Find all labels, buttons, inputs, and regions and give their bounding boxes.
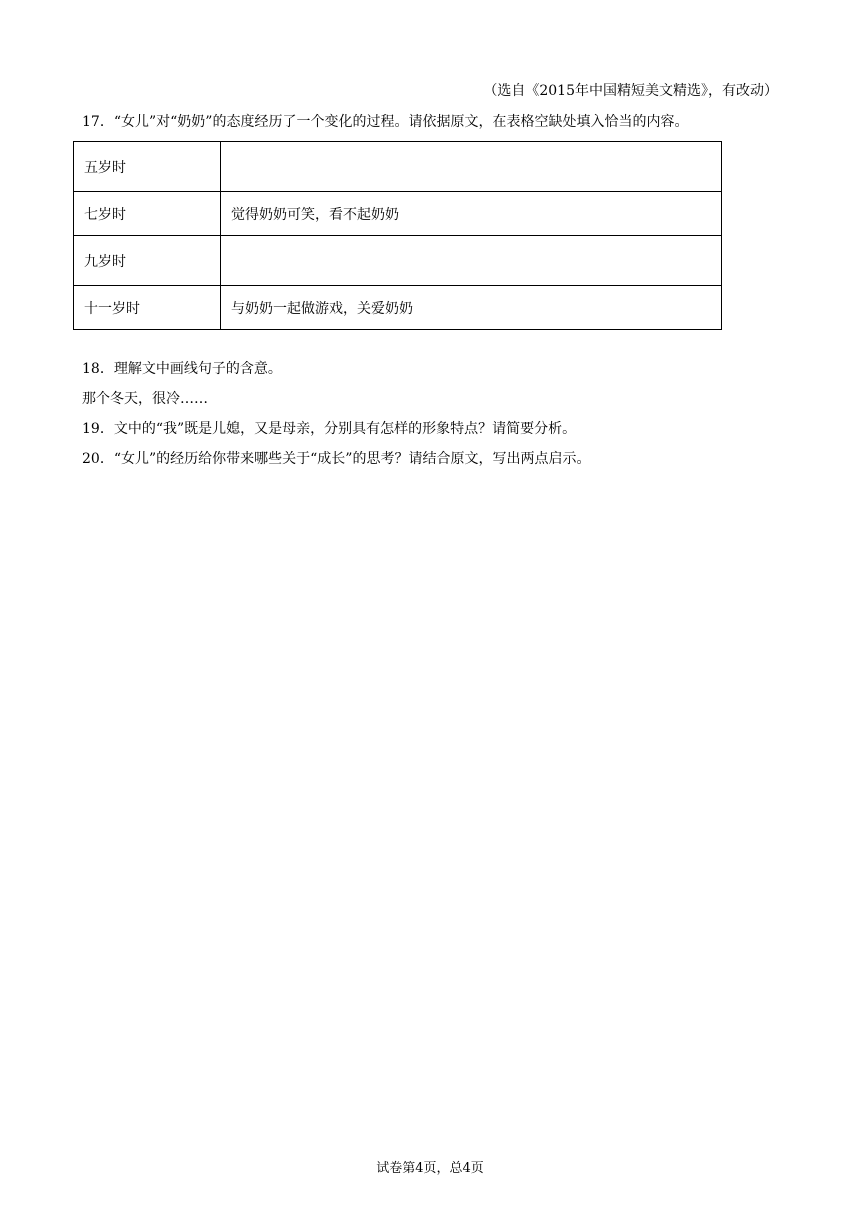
table-cell-age: 十一岁时 bbox=[74, 286, 221, 330]
question-19: 19．文中的“我”既是儿媳，又是母亲，分别具有怎样的形象特点？请简要分析。 bbox=[82, 421, 577, 437]
table-cell-content: 觉得奶奶可笑，看不起奶奶 bbox=[221, 192, 722, 236]
source-note: （选自《2015年中国精短美文精选》，有改动） bbox=[483, 83, 778, 99]
question-18: 18．理解文中画线句子的含意。 bbox=[82, 361, 282, 377]
question-17: 17．“女儿”对“奶奶”的态度经历了一个变化的过程。请依据原文，在表格空缺处填入恰当的内容。 bbox=[82, 114, 689, 130]
table-cell-content bbox=[221, 142, 722, 192]
table-cell-age: 九岁时 bbox=[74, 236, 221, 286]
table-cell-age: 七岁时 bbox=[74, 192, 221, 236]
answer-table bbox=[73, 141, 722, 330]
table-row bbox=[74, 286, 722, 330]
table-cell-content bbox=[221, 236, 722, 286]
table-row bbox=[74, 236, 722, 286]
question-20: 20．“女儿”的经历给你带来哪些关于“成长”的思考？请结合原文，写出两点启示。 bbox=[82, 451, 591, 467]
table-row bbox=[74, 192, 722, 236]
table-row bbox=[74, 142, 722, 192]
question-18-sentence: 那个冬天，很冷…… bbox=[82, 391, 208, 407]
table-cell-content: 与奶奶一起做游戏，关爱奶奶 bbox=[221, 286, 722, 330]
table-cell-age: 五岁时 bbox=[74, 142, 221, 192]
page-footer: 试卷第4页，总4页 bbox=[376, 1161, 484, 1176]
